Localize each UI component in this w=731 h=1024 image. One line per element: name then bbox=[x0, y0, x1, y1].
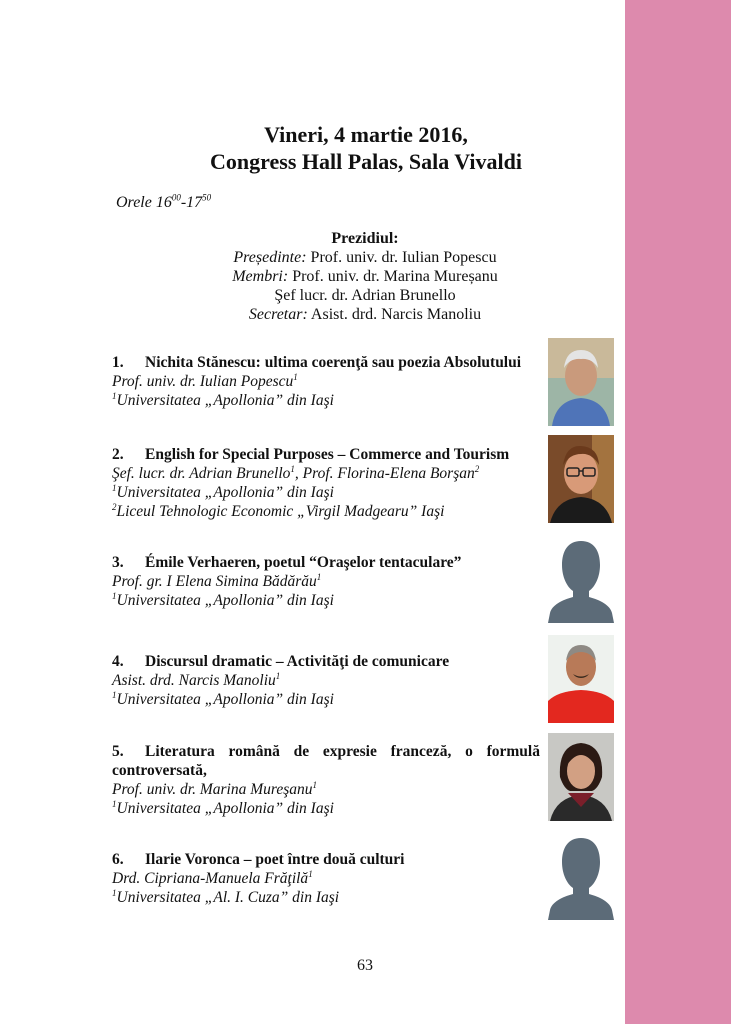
presentation-authors: Prof. gr. I Elena Simina Bădărău$^1$ bbox=[112, 571, 322, 590]
portrait-photo-woman bbox=[548, 733, 614, 821]
presentation-title: 6. Ilarie Voronca – poet între două culturi bbox=[112, 851, 405, 868]
presentation-affiliation: $^1$Universitatea „Apollonia” din Iaşi bbox=[112, 482, 334, 501]
portrait-photo-man-red-shirt bbox=[548, 635, 614, 723]
presidium-member-2: Şef lucr. dr. Adrian Brunello bbox=[274, 287, 456, 304]
presentation-affiliation: $^2$Liceul Tehnologic Economic „Virgil Madgearu” Iaşi bbox=[112, 501, 445, 520]
presentation-authors: Prof. univ. dr. Iulian Popescu$^1$ bbox=[112, 371, 298, 390]
presentation-title: 4. Discursul dramatic – Activităţi de comunicare bbox=[112, 653, 450, 670]
placeholder-silhouette-icon bbox=[548, 535, 614, 623]
presentation-item bbox=[112, 742, 540, 818]
presentation-title: 3. Émile Verhaeren, poetul “Oraşelor tentaculare” bbox=[112, 554, 462, 571]
presentation-affiliation: $^1$Universitatea „Apollonia” din Iaşi bbox=[112, 798, 334, 817]
session-venue: Congress Hall Palas, Sala Vivaldi bbox=[210, 149, 522, 174]
presentation-item bbox=[112, 445, 540, 521]
presentation-item bbox=[112, 553, 540, 610]
presidium-members: Membri: Prof. univ. dr. Marina Mureșanu bbox=[232, 268, 498, 285]
presentation-title: 5. Literatura română de expresie franceză, o formulă bbox=[112, 743, 540, 760]
page-number: 63 bbox=[357, 957, 373, 974]
portrait-photo-man-glasses bbox=[548, 435, 614, 523]
presidium-president: Președinte: Prof. univ. dr. Iulian Popescu bbox=[233, 249, 497, 266]
presentation-affiliation: $^1$Universitatea „Apollonia” din Iaşi bbox=[112, 590, 334, 609]
placeholder-silhouette-icon bbox=[548, 832, 614, 920]
portrait-photo-man-grey-hair bbox=[548, 338, 614, 426]
presentation-item bbox=[112, 652, 540, 709]
presentation-title: 1. Nichita Stănescu: ultima coerenţă sau poezia Absolutului bbox=[112, 354, 522, 371]
presentation-item bbox=[112, 353, 540, 410]
presidium-secretary: Secretar: Asist. drd. Narcis Manoliu bbox=[248, 306, 482, 323]
side-color-band bbox=[625, 0, 731, 1024]
presentation-authors: Drd. Cipriana-Manuela Frăţilă$^1$ bbox=[112, 868, 313, 887]
presentation-authors: Asist. drd. Narcis Manoliu$^1$ bbox=[112, 670, 281, 689]
presentation-authors: Prof. univ. dr. Marina Mureşanu$^1$ bbox=[112, 779, 317, 798]
session-date: Vineri, 4 martie 2016, bbox=[264, 122, 468, 147]
presentation-affiliation: $^1$Universitatea „Al. I. Cuza” din Iaşi bbox=[112, 887, 340, 906]
presentation-affiliation: $^1$Universitatea „Apollonia” din Iaşi bbox=[112, 689, 334, 708]
presidium-title: Prezidiul: bbox=[331, 230, 399, 247]
presentation-affiliation: $^1$Universitatea „Apollonia” din Iaşi bbox=[112, 390, 334, 409]
presentation-item bbox=[112, 850, 540, 907]
presentation-authors: Şef. lucr. dr. Adrian Brunello$^1$, Prof. Florina-Elena Borşan$^2$ bbox=[112, 463, 480, 482]
session-hours: Orele $16^{00}-17^{50}$ bbox=[116, 192, 212, 211]
presidium-block bbox=[140, 229, 590, 324]
presentation-title-continued: controversată, bbox=[112, 762, 207, 779]
presentation-title: 2. English for Special Purposes – Commerce and Tourism bbox=[112, 446, 510, 463]
